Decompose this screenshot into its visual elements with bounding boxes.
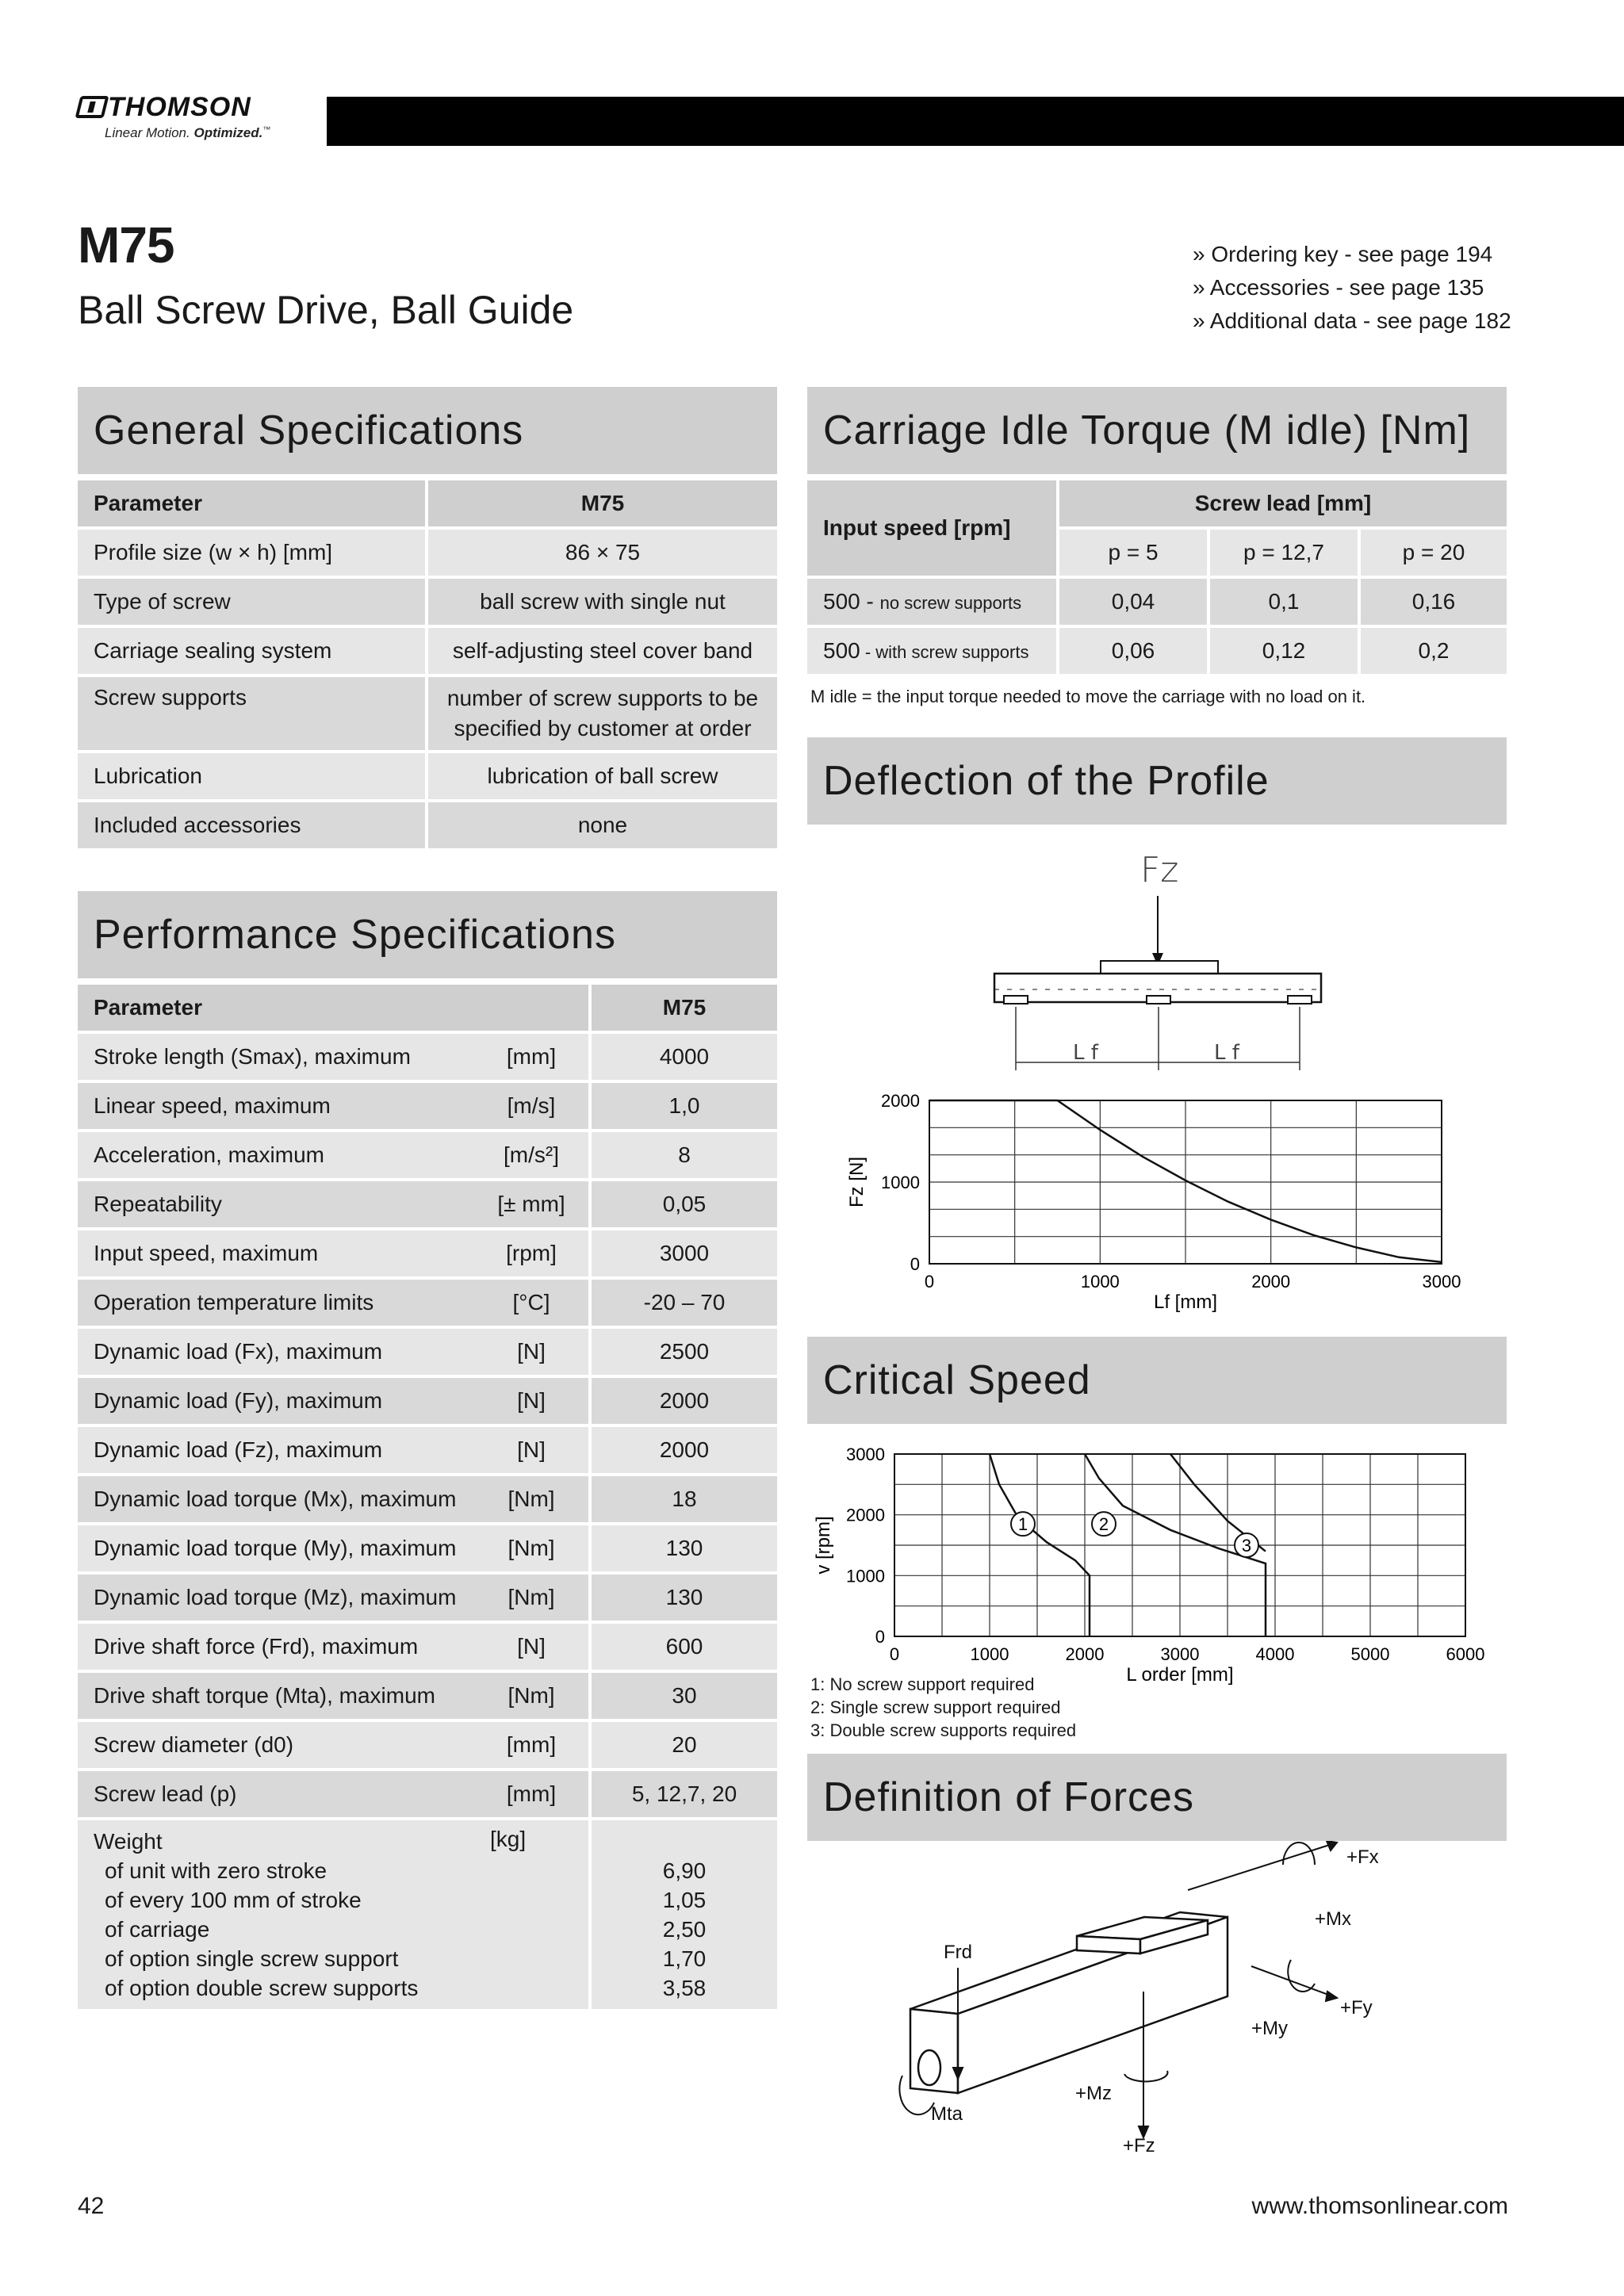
table-row: Carriage sealing system self-adjusting steel cover band: [78, 628, 777, 674]
curve-marker-label: 2: [1098, 1514, 1109, 1535]
col-parameter: Parameter: [78, 985, 588, 1031]
y-tick-label: 2000: [846, 1505, 885, 1525]
x-tick-label: 2000: [1251, 1272, 1291, 1292]
x-tick-label: 1000: [970, 1644, 1009, 1664]
table-row: Dynamic load (Fx), maximum [N] 2500: [78, 1329, 777, 1375]
col-model: M75: [425, 480, 777, 526]
forces-diagram: [807, 1841, 1507, 2158]
curve-marker-label: 1: [1017, 1514, 1028, 1535]
x-tick-label: 0: [924, 1272, 935, 1292]
table-row: Screw diameter (d0) [mm] 20: [78, 1722, 777, 1768]
website-link[interactable]: www.thomsonlinear.com: [1251, 2193, 1508, 2219]
page-subtitle: Ball Screw Drive, Ball Guide: [78, 288, 574, 332]
table-row: Linear speed, maximum [m/s] 1,0: [78, 1083, 777, 1129]
carriage-shape: [1101, 961, 1218, 974]
table-row: Lubrication lubrication of ball screw: [78, 753, 777, 799]
ref-additional-data[interactable]: » Additional data - see page 182: [1193, 308, 1511, 333]
performance-spec-table: [78, 982, 777, 2012]
table-row: Drive shaft force (Frd), maximum [N] 600: [78, 1624, 777, 1670]
weight-row: Weight of unit with zero stroke of every 100 mm of stroke of carriage of option single screw support of option double screw supports [kg] 6,90 1,05 2,50 1,70 3,58: [78, 1820, 777, 2009]
x-tick-label: 5000: [1350, 1644, 1390, 1664]
table-row: Drive shaft torque (Mta), maximum [Nm] 30: [78, 1673, 777, 1719]
x-axis-label: Lf [mm]: [1153, 1292, 1218, 1313]
definition-of-forces-heading: Definition of Forces: [807, 1754, 1507, 1841]
x-tick-label: 4000: [1255, 1644, 1295, 1664]
table-row: Stroke length (Smax), maximum [mm] 4000: [78, 1034, 777, 1080]
general-spec-heading: General Specifications: [78, 387, 777, 474]
thomson-logo: [78, 92, 284, 149]
deflection-diagram: [807, 840, 1507, 1316]
curve-marker-label: 3: [1241, 1536, 1252, 1556]
mx-rotation-icon: [1283, 1843, 1315, 1865]
drive-shaft-icon: [918, 2050, 940, 2085]
x-tick-label: 3000: [1160, 1644, 1200, 1664]
ref-ordering-key[interactable]: » Ordering key - see page 194: [1193, 242, 1493, 266]
table-header-row: [78, 985, 777, 1031]
x-tick-label: 0: [889, 1644, 900, 1664]
label-fx: +Fx: [1346, 1846, 1379, 1868]
legend-item-3: 3: Double screw supports required: [810, 1720, 1077, 1740]
critical-speed-heading: Critical Speed: [807, 1337, 1507, 1424]
brand-tagline: Linear Motion. Optimized.™: [105, 125, 271, 140]
general-spec-table: [78, 477, 777, 851]
x-tick-label: 3000: [1422, 1272, 1461, 1292]
weight-label: Weight: [94, 1829, 163, 1854]
page-number: 42: [78, 2193, 105, 2219]
y-tick-label: 2000: [881, 1091, 920, 1111]
legend-item-2: 2: Single screw support required: [810, 1697, 1061, 1717]
y-tick-label: 1000: [846, 1566, 885, 1586]
critical-speed-chart: [813, 1445, 1484, 1686]
thomson-logo-mark-icon: [75, 96, 109, 118]
brand-name: THOMSON: [108, 92, 251, 122]
header-bar: [327, 97, 1624, 146]
lf-label-left: L f: [1073, 1041, 1098, 1065]
x-axis-label: L order [mm]: [1126, 1664, 1234, 1686]
mz-rotation-icon: [1124, 2071, 1167, 2081]
support-right: [1288, 996, 1312, 1004]
deflection-chart: [846, 1091, 1461, 1313]
y-tick-label: 3000: [846, 1445, 885, 1464]
table-row: Profile size (w × h) [mm] 86 × 75: [78, 530, 777, 576]
table-row: Dynamic load (Fy), maximum [N] 2000: [78, 1378, 777, 1424]
label-mx: +Mx: [1315, 1908, 1352, 1930]
label-mz: +Mz: [1075, 2083, 1113, 2104]
my-rotation-icon: [1288, 1960, 1315, 1992]
col-screw-lead: Screw lead [mm]: [1056, 480, 1507, 526]
table-row: Dynamic load torque (Mx), maximum [Nm] 18: [78, 1476, 777, 1522]
performance-rows: [78, 1034, 777, 1817]
lf-label-right: L f: [1214, 1041, 1239, 1065]
idle-torque-table: Input speed [rpm] Screw lead [mm] p = 5 p = 12,7 p = 20 500 - no screw supports 0,04 0,1 0,16 500 - with screw supports 0,06 0,12 0,2: [807, 477, 1507, 677]
label-fz: +Fz: [1123, 2135, 1155, 2156]
page-title: M75: [78, 216, 174, 274]
idle-torque-note: M idle = the input torque needed to move the carriage with no load on it.: [810, 687, 1366, 706]
support-left: [1004, 996, 1028, 1004]
label-my: +My: [1251, 2018, 1289, 2039]
table-row: Screw supports number of screw supports to be specified by customer at order: [78, 677, 777, 750]
deflection-heading: Deflection of the Profile: [807, 737, 1507, 825]
fz-label: Fz: [1140, 850, 1179, 890]
table-row: 500 - no screw supports 0,04 0,1 0,16: [807, 579, 1507, 625]
reference-links: [1193, 238, 1511, 338]
col-model: M75: [588, 985, 777, 1031]
x-tick-label: 2000: [1065, 1644, 1105, 1664]
y-tick-label: 0: [910, 1254, 920, 1274]
table-row: Type of screw ball screw with single nut: [78, 579, 777, 625]
table-row: 500 - with screw supports 0,06 0,12 0,2: [807, 628, 1507, 674]
support-middle: [1147, 996, 1170, 1004]
label-fy: +Fy: [1340, 1997, 1373, 2019]
table-row: Screw lead (p) [mm] 5, 12,7, 20: [78, 1771, 777, 1817]
idle-torque-heading: Carriage Idle Torque (M idle) [Nm]: [807, 387, 1507, 474]
label-mta: Mta: [931, 2103, 963, 2125]
critical-speed-legend: [810, 1673, 1076, 1742]
table-row: Acceleration, maximum [m/s²] 8: [78, 1132, 777, 1178]
y-tick-label: 1000: [881, 1173, 920, 1192]
y-axis-label: Fz [N]: [846, 1157, 868, 1207]
table-row: Repeatability [± mm] 0,05: [78, 1181, 777, 1227]
x-tick-label: 1000: [1080, 1272, 1120, 1292]
x-tick-label: 6000: [1446, 1644, 1485, 1664]
col-parameter: Parameter: [78, 480, 425, 526]
col-input-speed: Input speed [rpm]: [807, 480, 1056, 576]
y-tick-label: 0: [875, 1627, 885, 1647]
table-row: Dynamic load torque (My), maximum [Nm] 130: [78, 1525, 777, 1571]
table-row: Operation temperature limits [°C] -20 – 70: [78, 1280, 777, 1326]
table-row: Input speed, maximum [rpm] 3000: [78, 1230, 777, 1276]
weight-unit: [kg]: [474, 1820, 588, 2009]
label-frd: Frd: [944, 1942, 972, 1963]
table-row: Included accessories none: [78, 802, 777, 848]
table-row: Dynamic load torque (Mz), maximum [Nm] 130: [78, 1575, 777, 1621]
legend-item-1: 1: No screw support required: [810, 1674, 1035, 1694]
ref-accessories[interactable]: » Accessories - see page 135: [1193, 275, 1484, 300]
table-header-row: [78, 480, 777, 526]
table-row: Dynamic load (Fz), maximum [N] 2000: [78, 1427, 777, 1473]
performance-spec-heading: Performance Specifications: [78, 891, 777, 978]
y-axis-label: v [rpm]: [813, 1516, 834, 1575]
